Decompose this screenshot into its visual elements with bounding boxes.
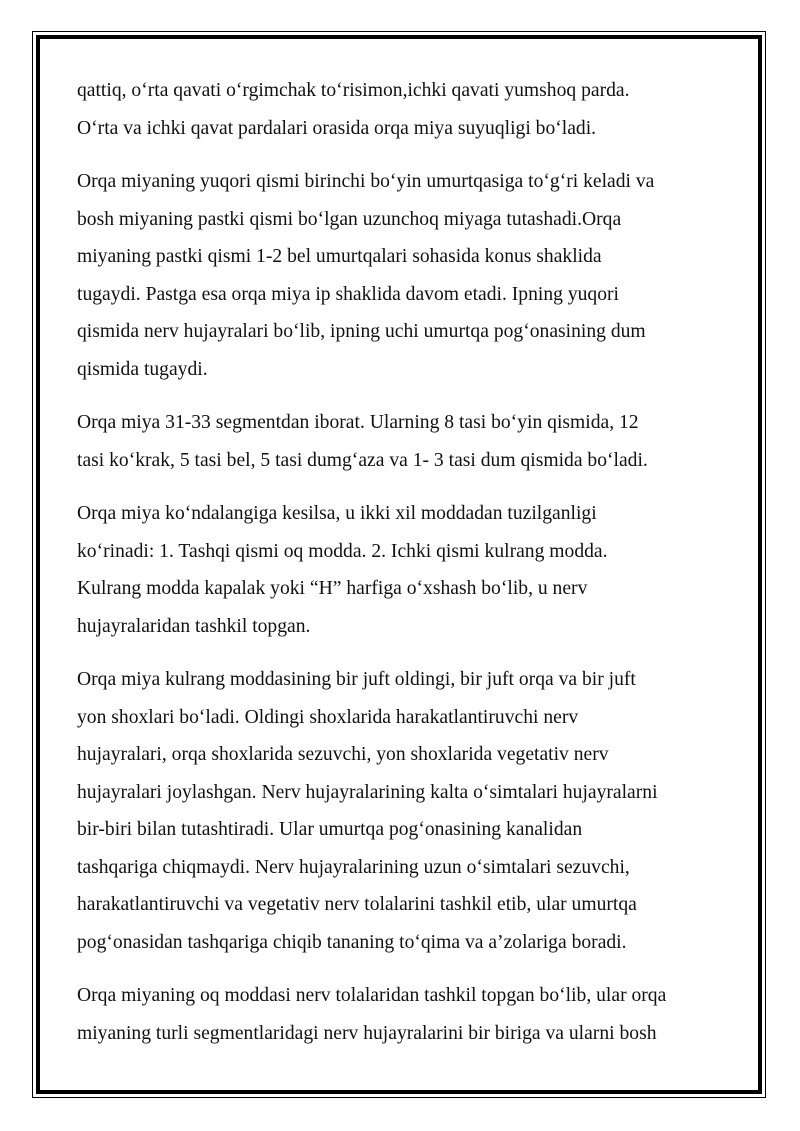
text-line: pog‘onasidan tashqariga chiqib tananing to‘qima va a’zolariga boradi. bbox=[77, 931, 627, 953]
paragraph bbox=[77, 977, 737, 1052]
text-line: miyaning pastki qismi 1-2 bel umurtqalari sohasida konus shaklida bbox=[77, 246, 602, 267]
text-line: qismida tugaydi. bbox=[77, 358, 208, 380]
text-line: tashqariga chiqmaydi. Nerv hujayralarining uzun o‘simtalari sezuvchi, bbox=[77, 856, 630, 878]
text-line: hujayralari joylashgan. Nerv hujayralarining kalta o‘simtalari hujayralarni bbox=[77, 781, 658, 803]
text-line: Orqa miyaning oq moddasi nerv tolalaridan tashkil topgan bo‘lib, ular orqa bbox=[77, 985, 667, 1006]
text-line: yon shoxlari bo‘ladi. Oldingi shoxlarida harakatlantiruvchi nerv bbox=[77, 706, 579, 728]
paragraph bbox=[77, 661, 737, 961]
text-line: bir-biri bilan tutashtiradi. Ular umurtqa pog‘onasining kanalidan bbox=[77, 819, 583, 840]
text-line: ko‘rinadi: 1. Tashqi qismi oq modda. 2. Ichki qismi kulrang modda. bbox=[77, 540, 608, 562]
text-line: tasi ko‘krak, 5 tasi bel, 5 tasi dumg‘aza va 1- 3 tasi dum qismida bo‘ladi. bbox=[77, 449, 648, 471]
text-line: Orqa miya 31-33 segmentdan iborat. Ularning 8 tasi bo‘yin qismida, 12 bbox=[77, 412, 639, 433]
paragraph bbox=[77, 163, 737, 388]
document-body bbox=[77, 72, 737, 1068]
text-line: Kulrang modda kapalak yoki “H” harfiga o‘xshash bo‘lib, u nerv bbox=[77, 578, 588, 599]
text-line: qattiq, o‘rta qavati o‘rgimchak to‘risimon,ichki qavati yumshoq parda. bbox=[77, 80, 630, 101]
paragraph bbox=[77, 404, 737, 479]
text-line: Orqa miyaning yuqori qismi birinchi bo‘yin umurtqasiga to‘g‘ri keladi va bbox=[77, 171, 655, 192]
text-line: miyaning turli segmentlaridagi nerv hujayralarini bir biriga va ularni bosh bbox=[77, 1022, 657, 1044]
text-line: qismida nerv hujayralari bo‘lib, ipning uchi umurtqa pog‘onasining dum bbox=[77, 321, 646, 342]
text-line: harakatlantiruvchi va vegetativ nerv tolalarini tashkil etib, ular umurtqa bbox=[77, 894, 637, 915]
text-line: tugaydi. Pastga esa orqa miya ip shaklida davom etadi. Ipning yuqori bbox=[77, 283, 619, 305]
text-line: Orqa miya kulrang moddasining bir juft oldingi, bir juft orqa va bir juft bbox=[77, 669, 636, 690]
paragraph bbox=[77, 72, 737, 147]
text-line: bosh miyaning pastki qismi bo‘lgan uzunchoq miyaga tutashadi.Orqa bbox=[77, 208, 622, 230]
text-line: Orqa miya ko‘ndalangiga kesilsa, u ikki xil moddadan tuzilganligi bbox=[77, 503, 597, 524]
paragraph bbox=[77, 495, 737, 645]
text-line: O‘rta va ichki qavat pardalari orasida orqa miya suyuqligi bo‘ladi. bbox=[77, 117, 597, 139]
text-line: hujayralaridan tashkil topgan. bbox=[77, 615, 311, 637]
text-line: hujayralari, orqa shoxlarida sezuvchi, yon shoxlarida vegetativ nerv bbox=[77, 744, 609, 765]
